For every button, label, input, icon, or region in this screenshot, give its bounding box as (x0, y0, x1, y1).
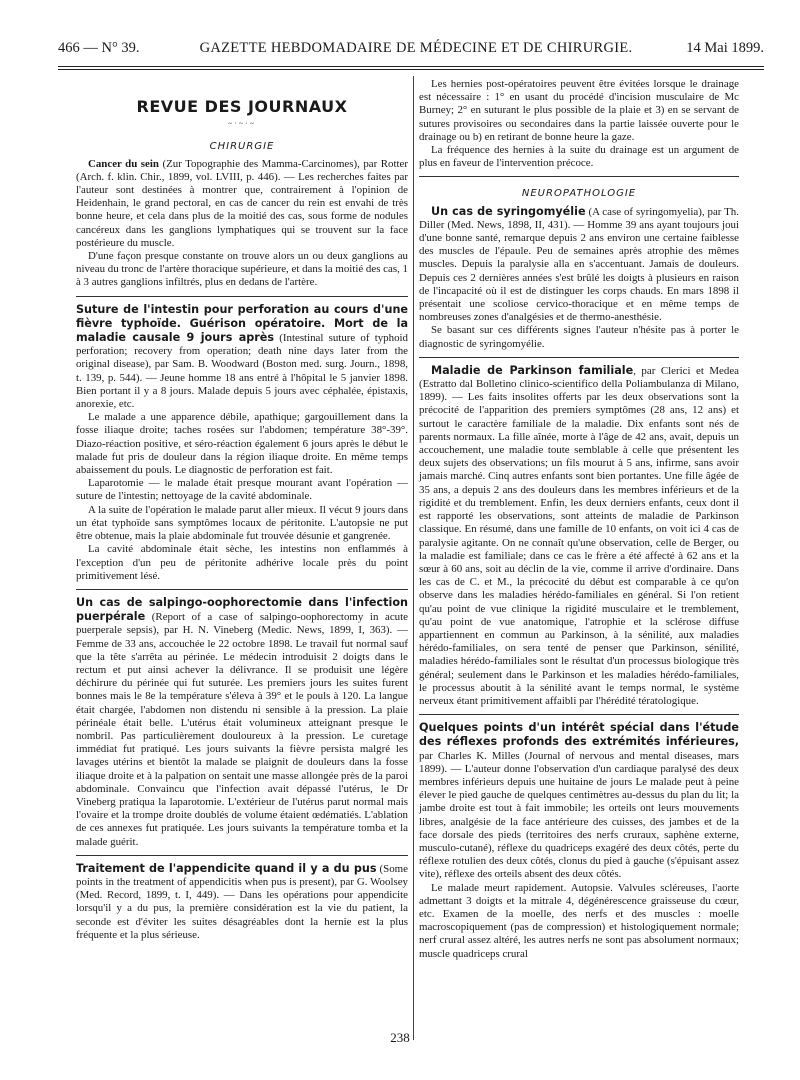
paragraph: Le malade meurt rapidement. Autopsie. Valvules scléreuses, l'aorte admettant 3 doigts et la mitrale 4, dégénérescence graisseuse du cœur, etc. Examen de la moelle, des nerfs et des muscles : moelle macroscopiquement (pas de compression) et histologiquement normale; nerf crural assez altéré, les autres nerfs ne sont pas absolument normaux; muscle quadriceps crural (419, 881, 739, 960)
paragraph: Se basant sur ces différents signes l'auteur n'hésite pas à porter le diagnostic de syringomyélie. (419, 324, 739, 350)
article-text: (Some points in the treatment of appendicitis when pus is present), par G. Woolsey (Med. Record, 1899, t. I, 449). — Dans les opérations pour appendicite lorsqu'il y a du pus, la première considération est la vie du patient, la seconde est d'éviter les suites désagréables dont la hernie est la plus fréquente et la plus sérieuse. (76, 862, 408, 941)
paragraph: Laparotomie — le malade était presque mourant avant l'opération — suture de l'intestin; nettoyage de la cavité abdominale. (76, 477, 408, 503)
article-text: (Intestinal suture of typhoid perforation; recovery from operation; death nine days later from the original disease), par Sam. B. Woodward (Boston med. surg. Journ., 1898, t. 139, p. 544). — Jeune homme 18 ans entré à l'hôpital le 5 janvier 1898. Bien portant il y a 8 jours. Malade depuis 5 jours avec céphalée, épistaxis, anorexie, etc. (76, 332, 408, 411)
article-heading: Un cas de syringomyélie (431, 204, 586, 218)
article-separator (76, 589, 408, 590)
article-salpingo (76, 596, 408, 849)
article-appendicite (76, 862, 408, 942)
article-separator (419, 357, 739, 358)
header-date: 14 Mai 1899. (686, 40, 764, 56)
paragraph: La fréquence des hernies à la suite du drainage est un argument de plus en faveur de l'intervention précoce. (419, 144, 739, 170)
paragraph: Le malade a une apparence débile, apathique; gargouillement dans la fosse iliaque droite; taches rosées sur l'abdomen; température 38°-39°. Diazo-réaction positive, et séro-réaction également 6 jours après le début le malade fut pris de douleur dans la région iliaque droite. En même temps abaissement du pouls. Le diagnostic de perforation est fait. (76, 411, 408, 477)
article-heading: Traitement de l'appendicite quand il y a du pus (76, 861, 377, 875)
article-cancer-sein (76, 158, 408, 250)
article-heading: Cancer du sein (88, 157, 159, 170)
section-banner: REVUE DES JOURNAUX (136, 97, 348, 116)
article-reflexes (419, 721, 739, 881)
article-heading: Maladie de Parkinson familiale (431, 363, 634, 377)
header-title: GAZETTE HEBDOMADAIRE DE MÉDECINE ET DE CHIRURGIE. (199, 40, 633, 56)
article-separator (419, 176, 739, 177)
article-heading: Un cas de salpingo-oophorectomie dans l'infection puerpérale (76, 595, 408, 624)
running-header (58, 40, 764, 62)
article-separator (76, 855, 408, 856)
article-heading: Quelques points d'un intérêt spécial dans l'étude des réflexes profonds des extrémités inférieures, (419, 721, 739, 749)
paragraph: La cavité abdominale était sèche, les intestins non enflammés à l'exception d'un peu de péritonite adhérive locale près du point primitivement lésé. (76, 543, 408, 582)
article-text: (Zur Topographie des Mamma-Carcinomes), par Rotter (Arch. f. klin. Chir., 1899, vol. LVIII, p. 446). — Les recherches faites par l'auteur sont destinées à montrer que, contrairement à l'opinion de Heidenhain, le grand pectoral, en cas de cancer du rein est envahi de très bonne heure, et cela dans plus de la moitié des cas, sous forme de nodules cancéreux dans les ganglions lymphatiques qui se trouvent sur la face postérieure du muscle. (76, 157, 408, 249)
header-rule (58, 66, 764, 67)
article-parkinson (419, 364, 739, 708)
column-divider (413, 76, 414, 1040)
section-title-chirurgie: CHIRURGIE (209, 141, 275, 153)
header-rule-thick (58, 69, 764, 70)
article-separator (76, 296, 408, 297)
article-text: (Report of a case of salpingo-oophorectomy in acute puerperale sepsis), par H. N. Vineberg (Medic. News, 1899, I, 363). — Femme de 33 ans, accouchée le 22 octobre 1898. Le travail fut normal sauf que la tête s'arrêta au périnée. Le médecin introduisit 2 doigts dans le rectum et put ainsi achever la délivrance. Il se produisit une légère déchirure du périnée qui fut suturée. Les premiers jours les suites furent bonnes mais le 8e la température s'éleva à 39° et le pouls à 120. La langue était chargée, l'abdomen non distendu ni sensible à la pression. La plaie périnéale était belle. L'utérus était volumineux atteignant presque le nombril. Pas particulièrement douloureux à la pression. Le curetage immédiat fut pratiqué. Les jours suivants la fièvre persista malgré les lavages utérins et bientôt la malade se plaignit de douleurs dans la fosse iliaque droite et à la palpation on sentait une masse allongée près de la paroi abdominale. Convaincu que l'infection avait dépassé l'utérus, le Dr Vineberg pratiqua la laparotomie. L'extérieur de l'utérus parut normal mais l'ovaire et la trompe droite doublés de volume étaient œdématiés. L'ablation de ces annexes fut pratiquée. Les jours suivants la température tomba et la malade guérit. (76, 611, 408, 848)
article-text: , par Clerici et Medea (Estratto dal Bolletino clinico-scientifico della Poliambulanza di Milano, 1899). — Les faits insolites offerts par les deux observations sont la précocité de l'apparition des premiers symptômes (28 ans, 12 ans) et surtout le caractère familiale de la maladie. Dix enfants sont nés de parents normaux. La fille aînée, morte à l'âge de 42 ans, avait, depuis un accouchement, une maladie toute semblable à celle que présentent les deux sujets des observations; un fils mourut à 5 ans, infirme, sans avoir jamais marché. Cinq autres enfants sont bien portantes. Une fille âgée de 35 ans, a depuis 2 ans des douleurs dans les membres inférieurs et de la rigidité et du tremblement. Enfin, les deux derniers enfants, ceux dont il est rapporté les observations, sont atteints de maladie de Parkinson classique. En résumé, dans une famille de 10 enfants, on voit ici 4 cas de paralysie agitante. On ne connaît qu'une observation, celle de Berger, ou la maladie est familiale; dans ce cas le frère a été affecté à 62 ans et la sœur à 60 ans, soit au déclin de la vie, comme il arrive d'ordinaire. Dans les cas de C. et M., la précocité du début est comparable à ce qu'on observe dans les maladies hérédo-familiales en général. Si l'on retient qu'au point de vue clinique la rigidité musculaire et le tremblement, qu'au point de vue anatomique, l'atrophie et la sclérose diffuse appartiennent en commun au Parkinson, à la sénilité, aux maladies hérédo-familiales, on sera tenté de penser que Parkinson, sénilité, maladies hérédo-familiales sont le résultat d'un processus biologique très général; seulement dans le Parkinson et les maladies hérédo-familiales, le processus aboutit à la sénilité avant le temps normal, le système nerveux étant primitivement affaibli par l'hérédité tératologique. (419, 364, 739, 707)
ornament: ~·~·~ (227, 119, 257, 129)
article-separator (419, 714, 739, 715)
article-text: par Charles K. Milles (Journal of nervous and mental diseases, mars 1899). — L'auteur donne l'observation d'un cardiaque paralysé des deux membres inférieurs depuis une huitaine de jours Le malade peut à peine élever le pied gauche de quelques centimètres au-dessus du plan du lit; la jambe droite est tout à fait immobile; les orteils ont leurs mouvements libres, analgésie de la face antérieure des cuisses, des jambes et de la face dorsale des pieds (territoires des nerfs cruraux, saphène externe, musculo-cutané), réflexe du quadriceps exagéré des deux côtés, perte du réflexe rotulien des deux côtés, clonus du pied à gauche (s'épuisant assez vite), réflexe des orteils absent des deux côtés. (419, 749, 739, 881)
article-syringomyelie (419, 205, 739, 325)
paragraph: A la suite de l'opération le malade parut aller mieux. Il vécut 9 jours dans un état typhoïde sans symptômes locaux de péritonite. L'autopsie ne put être obtenue, mais la plaie abdominale fut trouvée désunie et gangrenée. (76, 503, 408, 543)
left-column (76, 78, 408, 942)
page-number: 238 (390, 1030, 410, 1045)
paragraph: D'une façon presque constante on trouve alors un ou deux ganglions au niveau du tronc de l'artère thoracique supérieure, et dans la moitié des cas, 1 à 3 autres ganglions infiltrés, plus en dedans de l'artère. (76, 250, 408, 289)
paragraph: Les hernies post-opératoires peuvent être évitées lorsque le drainage est nécessaire : 1° en usant du procédé d'incision musculaire de Mc Burney; 2° en suturant le plus possible de la plaie et 3) en se servant de sutures provisoires ou secondaires dans la partie laissée ouverte pour le drainage ou b) en retirant de bonne heure la gaze. (419, 78, 739, 143)
article-heading: Suture de l'intestin pour perforation au cours d'une fièvre typhoïde. Guérison opératoire. Mort de la maladie causale 9 jours après (76, 302, 408, 345)
article-text: (A case of syringomyelia), par Th. Diller (Med. News, 1898, II, 431). — Homme 39 ans ayant toujours joui d'une bonne santé, remarque depuis 2 ans environ une certaine faiblesse des muscles de l'épaule. Peu de semaines après atrophie des mêmes muscles. Depuis la paralysie alla en s'accentuant. Jamais de douleurs. Depuis ces 2 dernières années s'est brûlé les doigts à plusieurs en raison de l'incapacité où il est de distinguer les corps chauds. En mars 1898 il présentait une scoliose cervico-thoracique et en même temps de nombreuses zones d'analgésies et de thermo-anesthésie. (419, 205, 739, 324)
article-suture-intestin (76, 303, 408, 412)
header-folio: 466 — N° 39. (58, 40, 140, 56)
right-column (419, 78, 739, 961)
section-title-neuropathologie: NEUROPATHOLOGIE (521, 188, 637, 200)
